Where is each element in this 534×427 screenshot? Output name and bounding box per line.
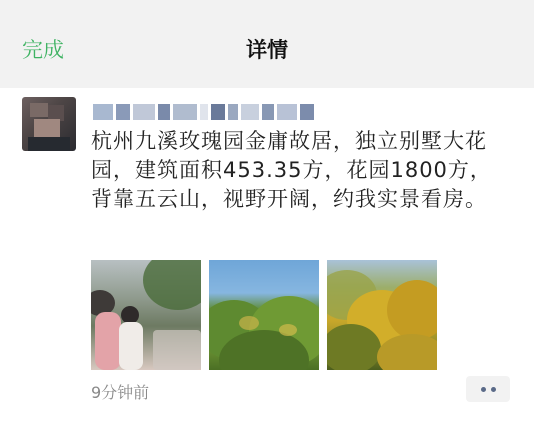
photo-grid <box>91 260 441 372</box>
page-title: 详情 <box>246 38 288 62</box>
more-options-button[interactable] <box>466 376 510 402</box>
yellow-osmanthus-bush-photo[interactable] <box>327 260 437 370</box>
blurred-username[interactable] <box>93 101 363 123</box>
post-text: 杭州九溪玫瑰园金庸故居，独立别墅大花园，建筑面积453.35方，花园1800方，背靠五云山，视野开阔，约我实景看房。 <box>91 129 492 211</box>
avatar[interactable] <box>22 97 76 151</box>
more-dots-icon <box>491 387 496 392</box>
more-dots-icon <box>481 387 486 392</box>
post-timestamp: 9分钟前 <box>91 383 150 402</box>
navigation-bar <box>0 0 534 88</box>
balcony-people-photo[interactable] <box>91 260 201 370</box>
osmanthus-tree-sky-photo[interactable] <box>209 260 319 370</box>
done-button[interactable]: 完成 <box>22 38 64 62</box>
